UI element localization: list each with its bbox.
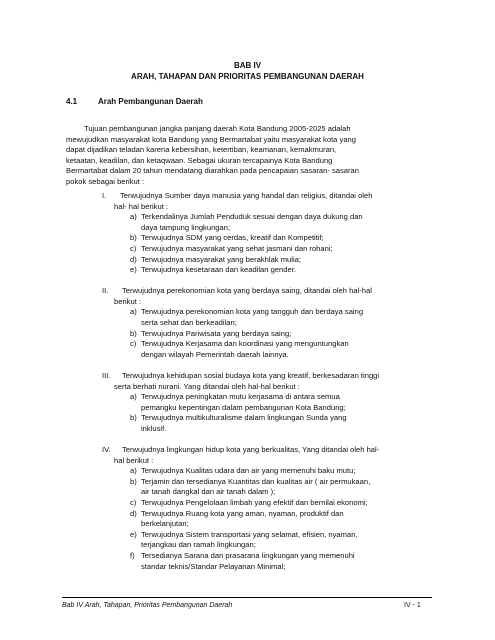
list-item [103,339,438,360]
item-letter: e) [130,529,137,539]
item-text-line: Terwujudnya multikulturalisme dalam lingkungan Sunda yang [141,413,347,423]
group-heading-line: Terwujudnya perekonomian kota yang berdaya saing, ditandai oleh hal-hal [122,286,372,296]
item-text-line: pemangku kepentingan dalam pembangunan Kota Bandung; [141,402,346,412]
item-letter: f) [130,550,135,560]
item-text-line: inklusif. [141,423,167,433]
list-item [103,265,438,276]
item-text-line: Terwujudnya SDM yang cerdas, kreatif dan Kompetitif; [141,233,324,243]
list-item [103,498,438,509]
item-text-line: Terwujudnya Pengelolaan limbah yang efektif dan bernilai ekonomi; [141,497,368,507]
item-letter: a) [130,466,137,476]
item-letter: e) [130,265,137,275]
item-text-line: Terwujudnya perekonomian kota yang tangguh dan berdaya saing [141,307,364,317]
item-text-line: Tersedianya Sarana dan prasarana lingkungan yang memenuhi [141,550,355,560]
footer-chapter-title: Bab IV Arah, Tahapan, Prioritas Pembangunan Daerah [62,602,233,609]
list-item [103,466,438,477]
group-heading-line: hal- hal berikut : [114,201,169,211]
intro-line: ketaatan, keadilan, dan ketaqwaan. Sebagai ukuran tercapainya Kota Bandung [66,155,333,165]
section-heading [66,97,203,106]
target-group [103,371,438,435]
list-item [103,392,438,413]
item-letter: c) [130,243,137,253]
group-heading [103,286,438,307]
item-text-line: serta sehat dan berkeadilan; [141,318,237,328]
item-text-line: Terwujudnya Kerjasama dan koordinasi yang menguntungkan [141,339,349,349]
item-text-line: Terwujudnya Ruang kota yang aman, nyaman, produktif dan [141,508,344,518]
target-list [103,191,438,583]
group-numeral: III. [102,370,111,380]
item-letter: a) [130,212,137,222]
list-item [103,477,438,498]
target-group [103,445,438,572]
intro-line: Bermartabat dalam 20 tahun mendatang diarahkan pada pencapaian sasaran- sasaran [66,166,359,176]
item-letter: d) [130,254,137,264]
group-heading [103,191,438,212]
group-heading-line: Terwujudnya kehidupan sosial budaya kota yang kreatif, berkesadaran tinggi [122,370,380,380]
target-group [103,191,438,276]
group-heading [103,445,438,466]
group-heading-line: berikut : [114,296,142,306]
chapter-title: ARAH, TAHAPAN DAN PRIORITAS PEMBANGUNAN DAERAH [131,72,364,81]
chapter-heading [0,60,495,82]
item-text-line: dengan wilayah Pemerintah daerah lainnya. [141,349,289,359]
item-text-line: Terwujudnya Kualitas udara dan air yang memenuhi baku mutu; [141,466,356,476]
item-letter: b) [130,328,137,338]
item-text-line: Terwujudnya kesetaraan dan keadilan gender. [141,265,296,275]
list-item [103,233,438,244]
intro-line: dapat dijadikan teladan karena kebersihan, ketertiban, keamanan, kemakmuran, [66,145,337,155]
list-item [103,509,438,530]
group-heading-line: hal berikut : [114,455,154,465]
item-letter: c) [130,497,137,507]
item-text-line: standar teknis/Standar Pelayanan Minimal; [141,561,286,571]
section-number: 4.1 [66,97,78,106]
item-text-line: Terwujudnya masyarakat yang sehat jasmani dan rohani; [141,243,333,253]
list-item [103,307,438,328]
list-item [103,413,438,434]
target-group [103,286,438,360]
item-text-line: terjangkau dan ramah lingkungan; [141,540,256,550]
chapter-number: BAB IV [233,61,262,70]
item-text-line: Terwujudnya masyarakat yang berakhlak mulia; [141,254,301,264]
item-text-line: air tanah dangkal dan air tanah dalam ); [141,487,276,497]
section-title: Arah Pembangunan Daerah [97,97,203,106]
item-letter: a) [130,392,137,402]
intro-line: Tujuan pembangunan jangka panjang daerah Kota Bandung 2005-2025 adalah [84,124,351,133]
list-item [103,255,438,266]
item-letter: b) [130,413,137,423]
item-letter: b) [130,233,137,243]
item-letter: c) [130,339,137,349]
item-text-line: Terjamin dan tersedianya Kuantitas dan kualitas air ( air permukaan, [141,476,371,486]
list-item [103,212,438,233]
footer-page-number: IV - 1 [404,602,421,609]
item-text-line: berkelanjutan; [141,519,189,529]
item-text-line: Terwujudnya peningkatan mutu kerjasama di antara semua [141,392,340,402]
list-item [103,551,438,572]
group-numeral: IV. [102,444,111,454]
item-text-line: Terkendalinya Jumlah Penduduk sesuai dengan daya dukung dan [141,212,363,222]
item-text-line: daya tampung lingkungan; [141,222,231,232]
intro-paragraph [66,124,439,188]
group-heading-line: serta berhati nurani. Yang ditandai oleh hal-hal berikut : [114,381,300,391]
item-letter: b) [130,476,137,486]
item-text-line: Terwujudnya Sistem transportasi yang selamat, efisien, nyaman, [141,529,358,539]
intro-line: pokok sebagai berikut : [66,176,145,186]
group-numeral: II. [102,286,109,296]
list-item [103,530,438,551]
footer-rule [62,597,432,598]
group-numeral: I. [102,191,107,200]
list-item [103,329,438,340]
group-heading [103,371,438,392]
intro-line: mewujudkan masyarakat kota Bandung yang Bermartabat yaitu masyarakat kota yang [66,134,356,144]
item-text-line: Terwujudnya Pariwisata yang berdaya saing; [141,328,292,338]
item-letter: d) [130,508,137,518]
group-heading-line: Terwujudnya Sumber daya manusia yang handal dan religius, ditandai oleh [120,191,373,200]
item-letter: a) [130,307,137,317]
group-heading-line: Terwujudnya lingkungan hidup kota yang berkualitas, Yang ditandai oleh hal- [122,444,380,454]
list-item [103,244,438,255]
